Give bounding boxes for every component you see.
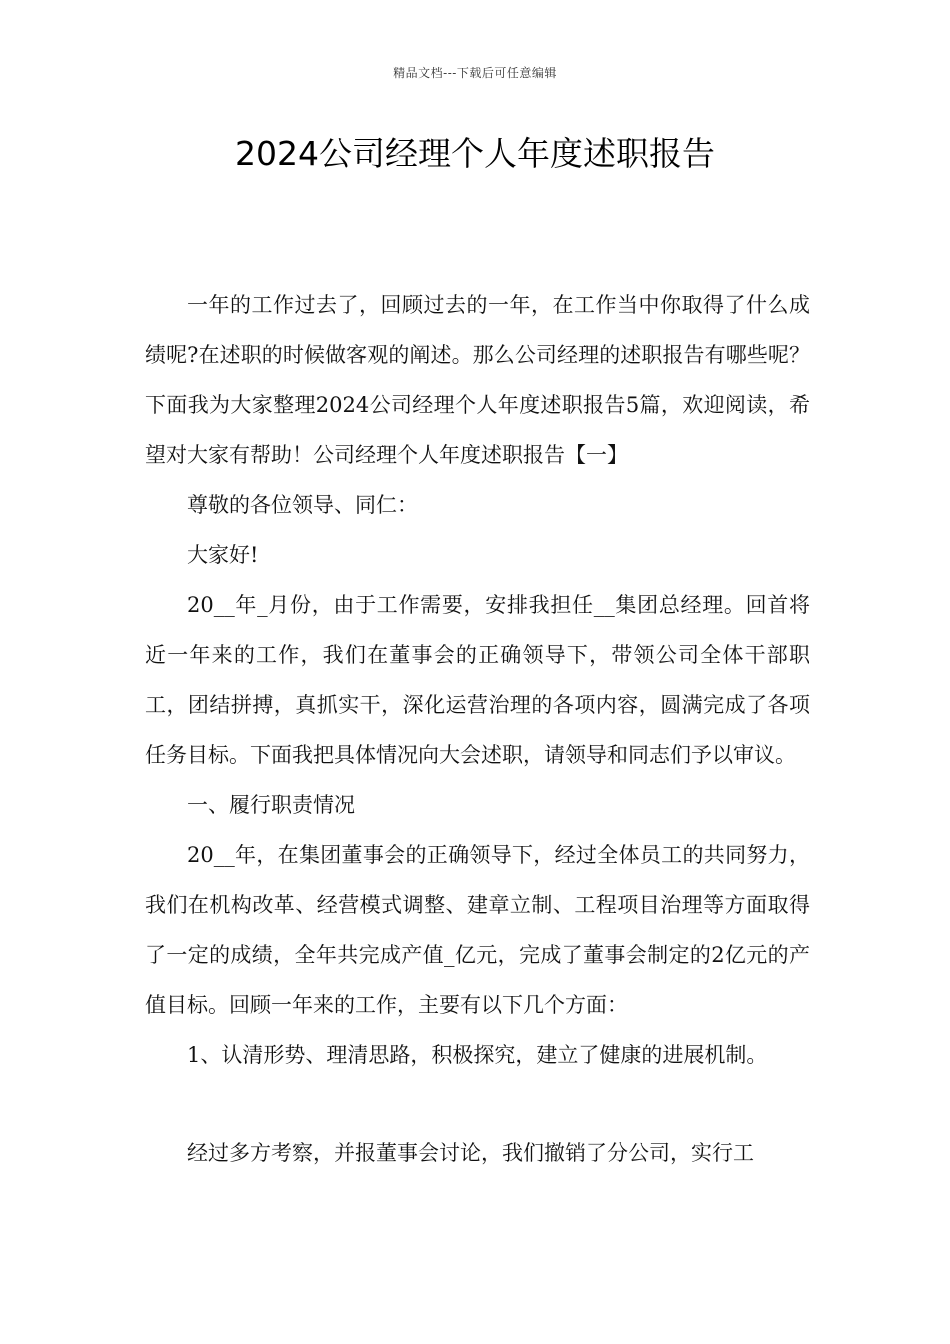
paragraph-salutation: 尊敬的各位领导、同仁： bbox=[187, 493, 418, 517]
list-item-1: 1、认清形势、理清思路，积极探究，建立了健康的进展机制。 bbox=[187, 1043, 768, 1067]
paragraph-achievements: 20__年，在集团董事会的正确领导下，经过全体员工的共同努力，我们在机构改革、经营模式调整、建章立制、工程项目治理等方面取得了一定的成绩，全年共完成产值_亿元，完成了董事会制定的2亿元的产值目标。回顾一年来的工作，主要有以下几个方面： bbox=[145, 843, 810, 1017]
paragraph-intro: 一年的工作过去了，回顾过去的一年，在工作当中你取得了什么成绩呢?在述职的时候做客观的阐述。那么公司经理的述职报告有哪些呢？下面我为大家整理2024公司经理个人年度述职报告5篇，欢迎阅读，希望对大家有帮助！公司经理个人年度述职报告【一】 bbox=[145, 293, 810, 467]
paragraph-greeting: 大家好! bbox=[187, 543, 259, 567]
paragraph-overview: 20__年_月份，由于工作需要，安排我担任__集团总经理。回首将近一年来的工作，我们在董事会的正确领导下，带领公司全体干部职工，团结拼搏，真抓实干，深化运营治理的各项内容，圆满完成了各项任务目标。下面我把具体情况向大会述职，请领导和同志们予以审议。 bbox=[145, 593, 810, 767]
header-note: 精品文档---下载后可任意编辑 bbox=[393, 66, 557, 80]
document-title: 2024公司经理个人年度述职报告 bbox=[235, 134, 715, 173]
document-body bbox=[145, 280, 810, 1178]
section-heading-duties: 一、履行职责情况 bbox=[187, 793, 355, 817]
paragraph-continuation: 经过多方考察，并报董事会讨论，我们撤销了分公司，实行工 bbox=[187, 1141, 754, 1165]
